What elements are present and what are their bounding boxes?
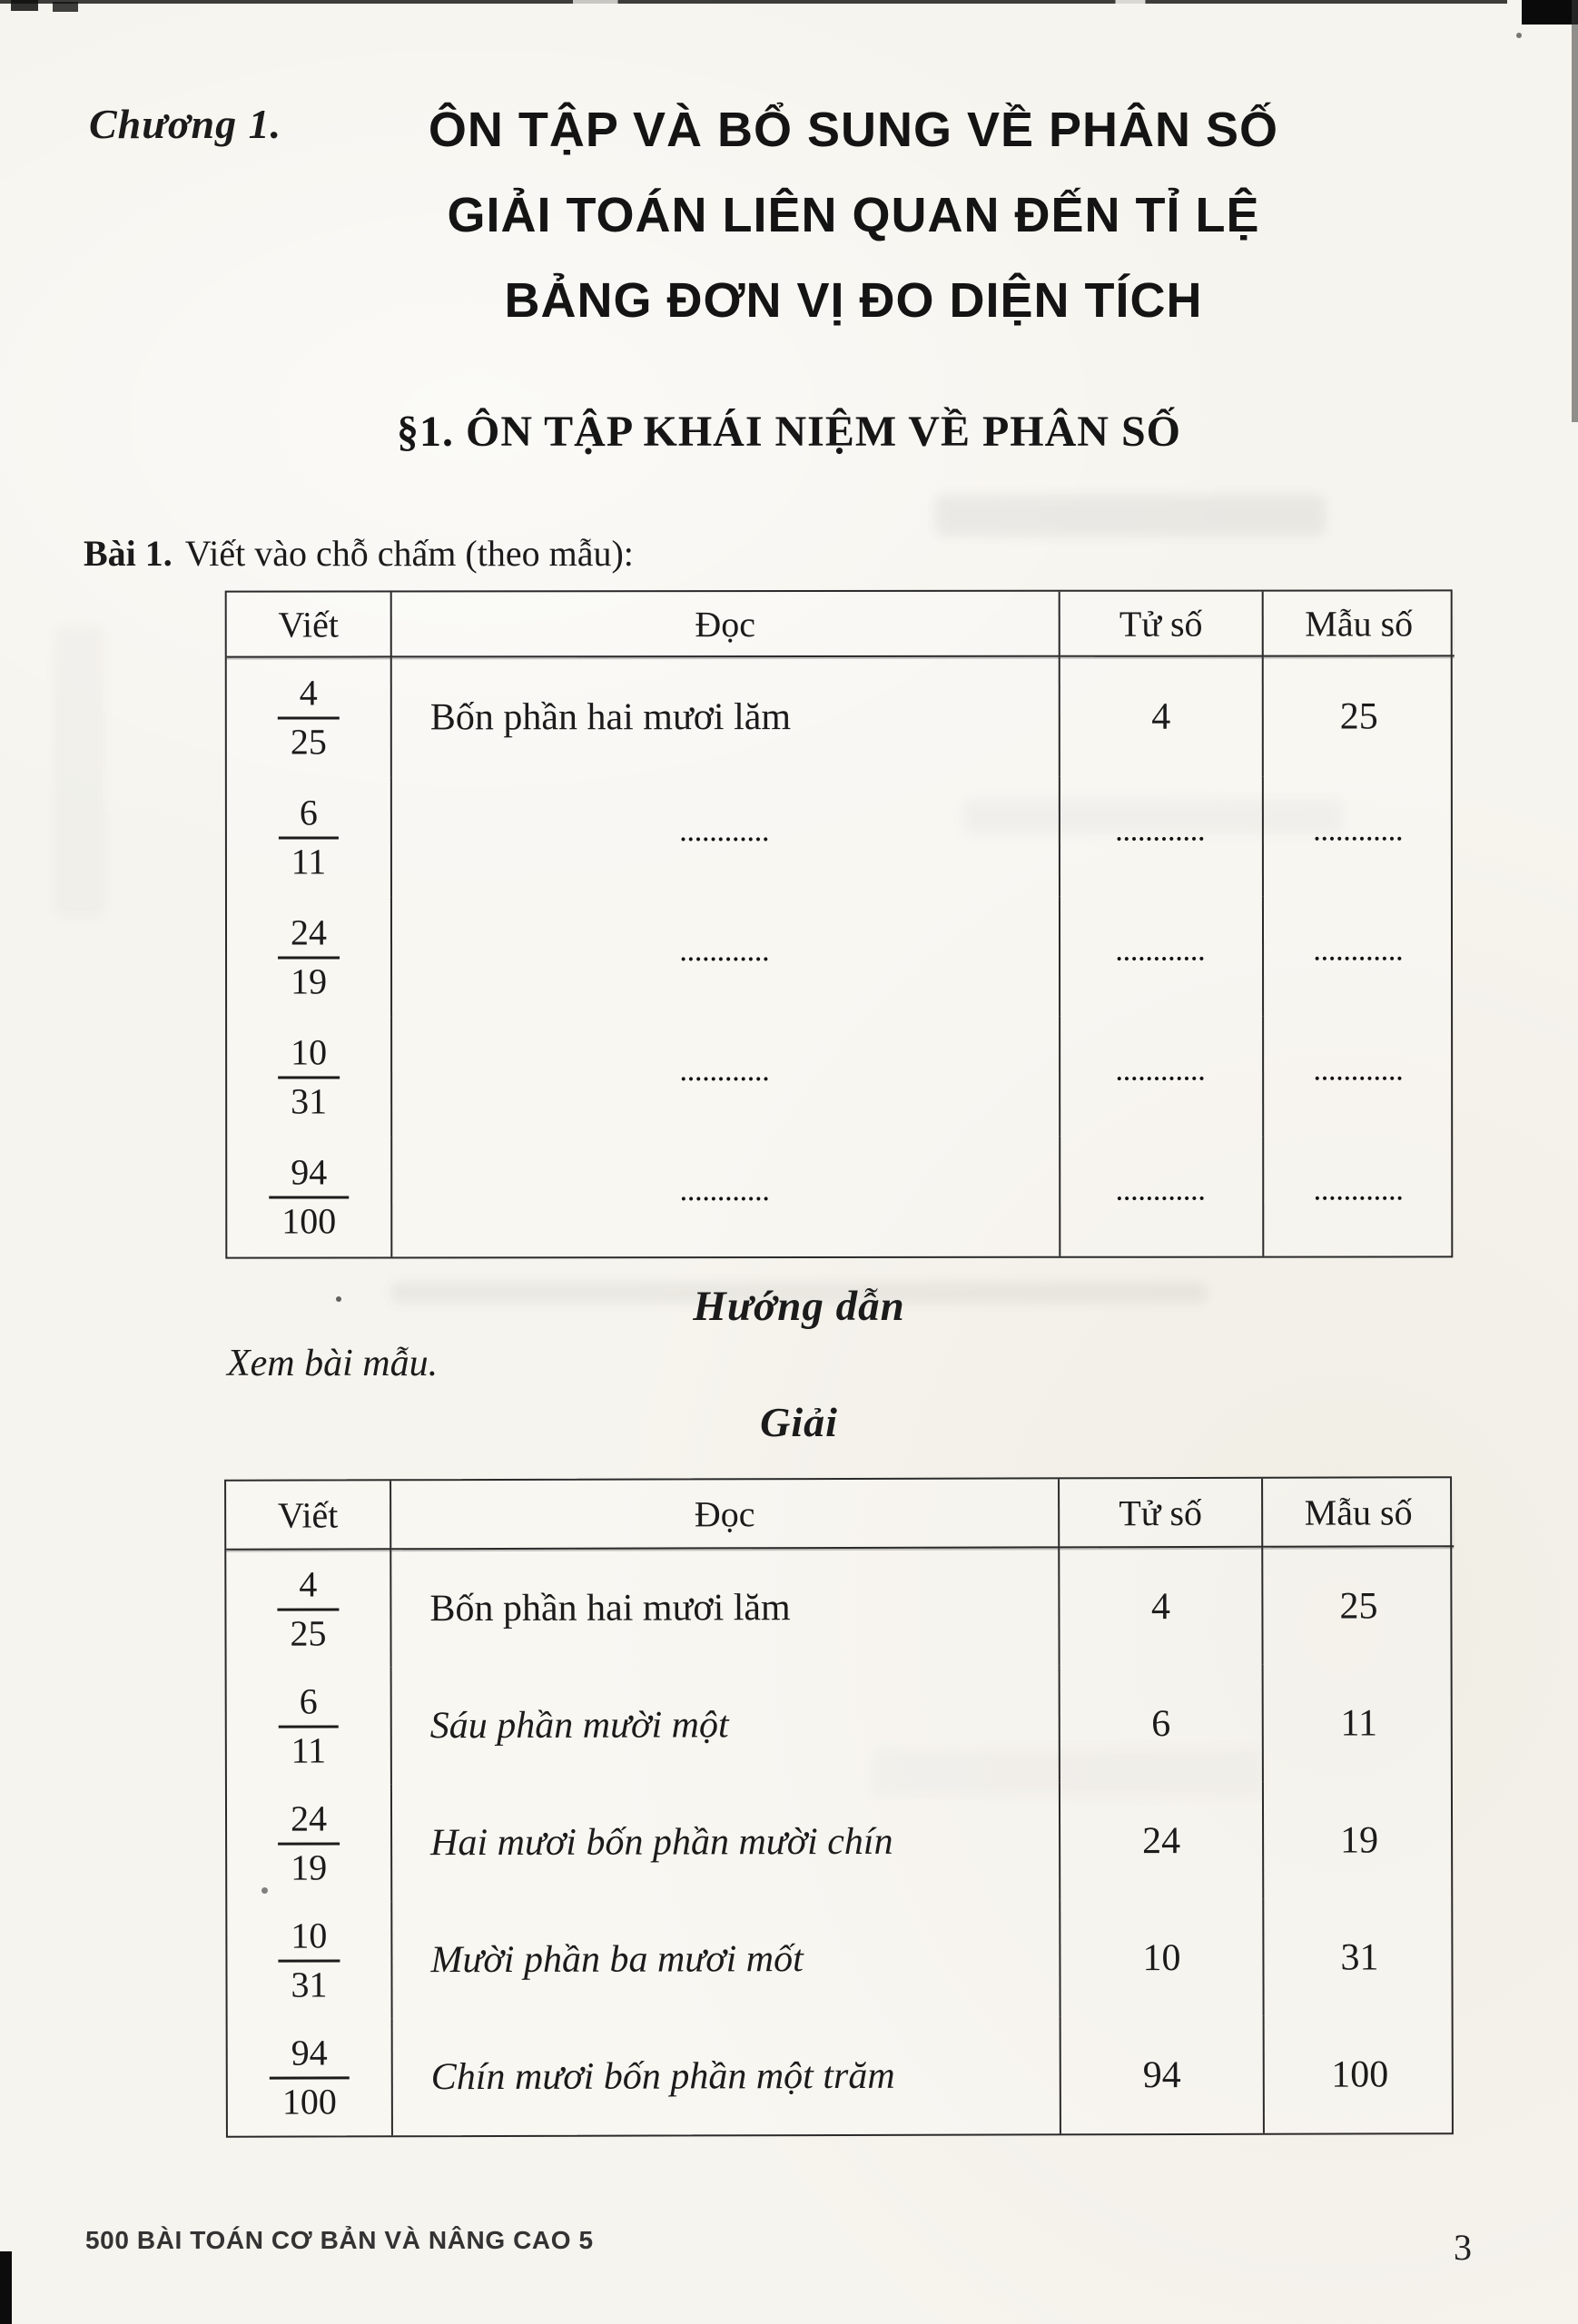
denominator-cell: 100 [1331,2053,1389,2096]
fraction-bar [278,716,340,719]
fraction-bar [278,1725,339,1728]
reading-cell: Mười phần ba mươi mốt [392,1899,1060,2018]
numerator-cell-blank [1060,1017,1264,1137]
denominator-cell: 25 [1339,695,1378,738]
exercise-prompt-line [84,532,634,575]
dotted-placeholder: ............ [680,822,771,847]
dotted-placeholder: ............ [1116,940,1207,966]
chapter-title [109,87,1578,343]
reading-cell: Chín mươi bốn phần một trăm [393,2016,1061,2135]
dotted-placeholder: ............ [1314,940,1405,966]
denominator-cell: 19 [1340,1818,1379,1862]
reading-cell-blank [392,1137,1060,1257]
dotted-placeholder: ............ [1116,821,1207,846]
fraction-cell [227,1667,392,1784]
numerator-cell-blank [1060,897,1264,1017]
exercise-prompt: Viết vào chỗ chấm (theo mẫu): [184,533,634,574]
chapter-label: Chương 1. [89,101,282,147]
dotted-placeholder: ............ [1314,821,1405,846]
dotted-placeholder: ............ [1314,1060,1405,1086]
fraction-6-11: $\frac{6}{11}$ [279,793,340,881]
column-header-mau-so: Mẫu số [1263,1478,1454,1548]
column-header-mau-so: Mẫu số [1264,591,1455,656]
scan-artifact-bottom-left [0,2251,12,2324]
column-header-tu-so: Tử số [1060,1479,1263,1549]
fraction-bar [277,1608,339,1610]
guide-note: Xem bài mẫu. [227,1343,439,1384]
dotted-placeholder: ............ [1116,1060,1207,1086]
scan-artifact [11,0,38,11]
dotted-placeholder: ............ [1116,1180,1207,1206]
fraction-4-25: $\frac{4}{25}$ [277,1564,339,1653]
numerator-cell: 4 [1060,657,1264,777]
fraction-cell [227,897,392,1017]
column-header-viet: Viết [227,592,392,657]
fraction-bar [278,1076,340,1078]
column-header-tu-so: Tử số [1060,592,1264,657]
fraction-cell [227,657,392,777]
numerator-cell-blank [1060,777,1264,897]
reading-cell-blank [392,897,1060,1018]
fraction-6-11: $\frac{6}{11}$ [278,1681,339,1770]
fraction-10-31: $\frac{10}{31}$ [278,1032,340,1121]
column-header-doc: Đọc [392,592,1060,658]
reading-cell-blank [392,1017,1060,1137]
fraction-bar [278,956,340,959]
denominator-cell-blank [1264,896,1455,1016]
section-heading: §1. ÔN TẬP KHÁI NIỆM VỀ PHÂN SỐ [397,408,1181,456]
numerator-cell-blank [1060,1137,1264,1256]
fraction-24-19: $\frac{24}{19}$ [278,1798,340,1887]
denominator-cell-blank [1264,1016,1455,1136]
reading-cell: Bốn phần hai mươi lăm [392,657,1060,778]
fraction-cell [227,1901,392,2018]
footer-book-title: 500 BÀI TOÁN CƠ BẢN VÀ NÂNG CAO 5 [85,2226,594,2254]
denominator-cell: 25 [1339,1584,1378,1628]
scan-artifact-top-right [1522,0,1578,25]
numerator-cell: 94 [1061,2016,1265,2134]
reading-cell: Hai mươi bốn phần mười chín [392,1782,1060,1901]
fraction-4-25: $\frac{4}{25}$ [278,673,340,762]
fraction-cell [227,1137,392,1256]
reading-cell: Sáu phần mười một [392,1665,1060,1784]
fraction-bar [270,2076,350,2079]
denominator-cell-blank [1264,776,1455,896]
chapter-title-line-1: ÔN TẬP VÀ BỔ SUNG VỀ PHÂN SỐ [428,103,1279,157]
solution-table [224,1476,1454,2138]
dotted-placeholder: ............ [1314,1180,1405,1206]
numerator-cell: 24 [1060,1782,1264,1900]
fraction-cell [226,1550,391,1667]
exercise-table [225,589,1454,1258]
exercise-label: Bài 1. [84,533,173,574]
fraction-cell [227,1017,392,1137]
fraction-10-31: $\frac{10}{31}$ [278,1915,340,2004]
denominator-cell: 11 [1340,1701,1378,1745]
dotted-placeholder: ............ [680,1181,771,1206]
chapter-title-line-2: GIẢI TOÁN LIÊN QUAN ĐẾN TỈ LỆ [447,188,1260,242]
fraction-bar [269,1196,349,1198]
guide-heading: Hướng dẫn [693,1283,905,1330]
page-number: 3 [1454,2227,1472,2268]
ink-speck [1516,33,1522,38]
scan-artifact [53,2,78,12]
chapter-title-line-3: BẢNG ĐƠN VỊ ĐO DIỆN TÍCH [504,273,1203,328]
fraction-94-100: $\frac{94}{100}$ [269,1152,349,1241]
dotted-placeholder: ............ [680,941,771,967]
bleed-through-ghost [935,495,1326,537]
fraction-bar [278,1959,340,1962]
reading-cell: Bốn phần hai mươi lăm [391,1548,1060,1667]
dotted-placeholder: ............ [680,1061,771,1087]
fraction-94-100: $\frac{94}{100}$ [270,2033,350,2122]
column-header-doc: Đọc [391,1479,1060,1550]
fraction-cell [227,1784,392,1901]
scan-artifact-top-edge [0,0,1507,4]
denominator-cell: 31 [1340,1935,1379,1979]
reading-cell-blank [392,777,1060,898]
fraction-24-19: $\frac{24}{19}$ [278,912,340,1001]
numerator-cell: 10 [1060,1899,1264,2017]
bleed-through-ghost [54,626,104,917]
column-header-viet: Viết [226,1481,391,1550]
fraction-cell [227,777,392,897]
numerator-cell: 4 [1060,1548,1263,1666]
fraction-cell [228,2018,393,2135]
numerator-cell: 6 [1060,1665,1264,1783]
fraction-bar [279,836,340,839]
solution-heading: Giải [760,1399,838,1445]
fraction-bar [278,1842,340,1845]
denominator-cell-blank [1264,1136,1455,1256]
